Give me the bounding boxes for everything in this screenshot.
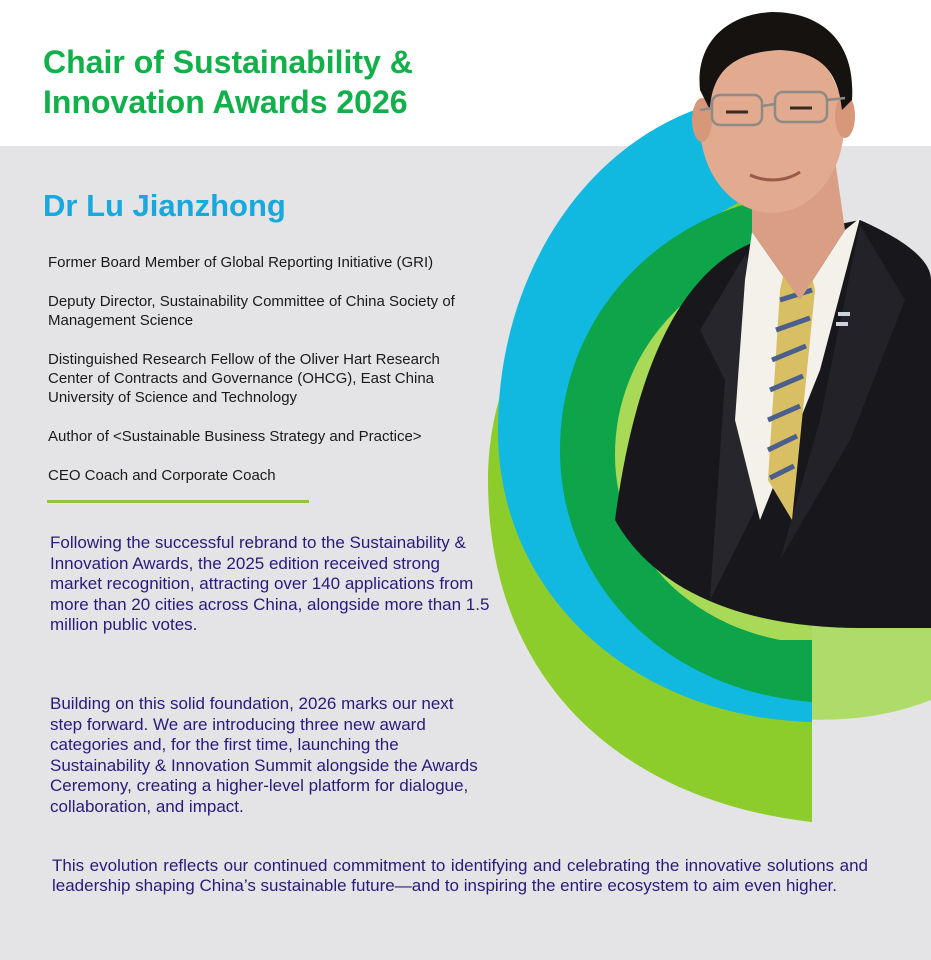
paragraph-recognition: Following the successful rebrand to the Sustainability & Innovation Awards, the 2025 edition received strong market recognition, attracting over 140 applications from more than 20 cities across China, alongside more than 1.5 million public votes. bbox=[50, 533, 490, 634]
role-item: Deputy Director, Sustainability Committee of China Society of Management Science bbox=[48, 293, 455, 329]
divider-line bbox=[47, 500, 309, 503]
role-item: Former Board Member of Global Reporting Initiative (GRI) bbox=[48, 254, 434, 271]
page-title bbox=[43, 42, 413, 122]
role-item: Author of <Sustainable Business Strategy and Practice> bbox=[48, 428, 422, 445]
role-item: Distinguished Research Fellow of the Oliver Hart Research Center of Contracts and Governance (OHCG), East China University of Science and Technology bbox=[48, 351, 440, 406]
title-line-1: Chair of Sustainability & bbox=[43, 44, 413, 80]
title-line-2: Innovation Awards 2026 bbox=[43, 84, 408, 120]
paragraph-foundation: Building on this solid foundation, 2026 marks our next step forward. We are introducing three new award categories and, for the first time, launching the Sustainability & Innovation Summit alongside the Awards Ceremony, creating a higher-level platform for dialogue, collaboration, and impact. bbox=[50, 694, 478, 816]
role-item: CEO Coach and Corporate Coach bbox=[48, 467, 276, 484]
person-name: Dr Lu Jianzhong bbox=[43, 188, 286, 223]
roles-list bbox=[48, 253, 488, 505]
paragraph-evolution: This evolution reflects our continued commitment to identifying and celebrating the innovative solutions and leadership shaping China’s sustainable future—and to inspiring the entire ecosystem to aim even higher. bbox=[52, 856, 868, 895]
